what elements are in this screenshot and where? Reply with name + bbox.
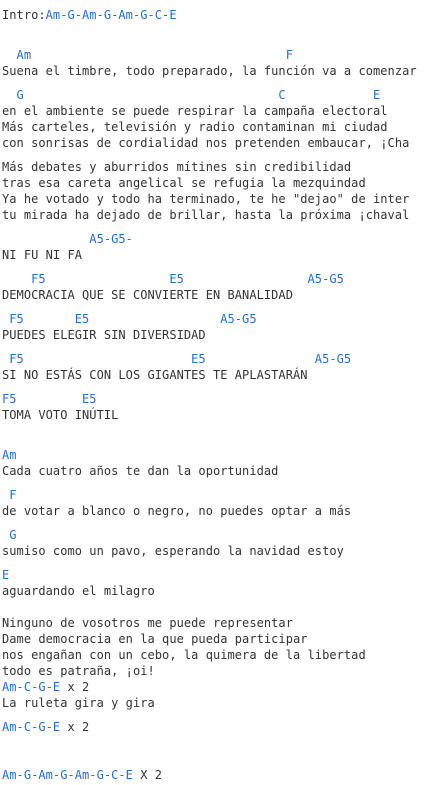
outro-chords[interactable]: Am-C-G-E: [2, 720, 61, 734]
repeat-line: [2, 719, 439, 735]
intro-chords[interactable]: Am-G-Am-G-Am-G-C-E: [45, 8, 177, 22]
repeat-marker: x 2: [60, 720, 90, 734]
lyric-line: Cada cuatro años te dan la oportunidad: [2, 464, 279, 478]
final-chords[interactable]: Am-G-Am-G-Am-G-C-E: [2, 768, 133, 782]
lyric-line: NI FU NI FA: [2, 248, 83, 262]
chord-line[interactable]: Am F: [2, 48, 293, 62]
lyric-line: Más carteles, televisión y radio contaminan mi ciudad: [2, 120, 388, 134]
lyric-line: DEMOCRACIA QUE SE CONVIERTE EN BANALIDAD: [2, 288, 293, 302]
chord-line[interactable]: G: [2, 528, 17, 542]
repeat-marker: X 2: [132, 768, 163, 782]
chord-line[interactable]: F5 E5 A5-G5: [2, 312, 257, 326]
lyric-line: de votar a blanco o negro, no puedes optar a más: [2, 504, 352, 518]
blank-line: [2, 23, 439, 39]
chord-line[interactable]: A5-G5-: [2, 232, 133, 246]
lyric-line: Suena el timbre, todo preparado, la función va a comenzar: [2, 64, 417, 78]
lyric-line: aguardando el milagro: [2, 584, 155, 598]
lyric-line: todo es patraña, ¡oi!: [2, 664, 155, 678]
lyric-line: tu mirada ha dejado de brillar, hasta la próxima ¡chaval: [2, 208, 410, 222]
chord-line[interactable]: F5 E5 A5-G5: [2, 272, 344, 286]
lyric-line: Ninguno de vosotros me puede representar: [2, 616, 293, 630]
lyric-line: nos engañan con un cebo, la quimera de la libertad: [2, 648, 366, 662]
blank-line: [2, 431, 439, 447]
lyric-line: Más debates y aburridos mítines sin credibilidad: [2, 160, 352, 174]
lyric-line: sumiso como un pavo, esperando la navidad estoy: [2, 544, 344, 558]
final-line: [2, 767, 439, 783]
intro-line: [2, 7, 439, 23]
lyrics-chord-sheet: [2, 7, 439, 783]
lyric-line: en el ambiente se puede respirar la campaña electoral: [2, 104, 388, 118]
lyric-line: Dame democracia en la que pueda participar: [2, 632, 308, 646]
chord-line[interactable]: F: [2, 488, 17, 502]
lyric-line: Ya he votado y todo ha terminado, te he "dejao" de inter: [2, 192, 410, 206]
lyric-line: tras esa careta angelical se refugia la mezquindad: [2, 176, 366, 190]
outro-chords[interactable]: Am-C-G-E: [2, 680, 61, 694]
chord-line[interactable]: F5 E5 A5-G5: [2, 352, 352, 366]
chord-line[interactable]: Am: [2, 448, 17, 462]
lyric-line: SI NO ESTÁS CON LOS GIGANTES TE APLASTARÁN: [2, 368, 308, 382]
lyric-line: TOMA VOTO INÚTIL: [2, 408, 119, 422]
lyric-line: PUEDES ELEGIR SIN DIVERSIDAD: [2, 328, 206, 342]
lyric-line: con sonrisas de cordialidad nos pretenden embaucar, ¡Cha: [2, 136, 410, 150]
intro-label: Intro:: [2, 8, 46, 22]
repeat-line: [2, 679, 439, 695]
chord-line[interactable]: E: [2, 568, 10, 582]
chord-line[interactable]: F5 E5: [2, 392, 97, 406]
chord-line[interactable]: G C E: [2, 88, 381, 102]
repeat-marker: x 2: [60, 680, 90, 694]
lyric-line: La ruleta gira y gira: [2, 696, 155, 710]
